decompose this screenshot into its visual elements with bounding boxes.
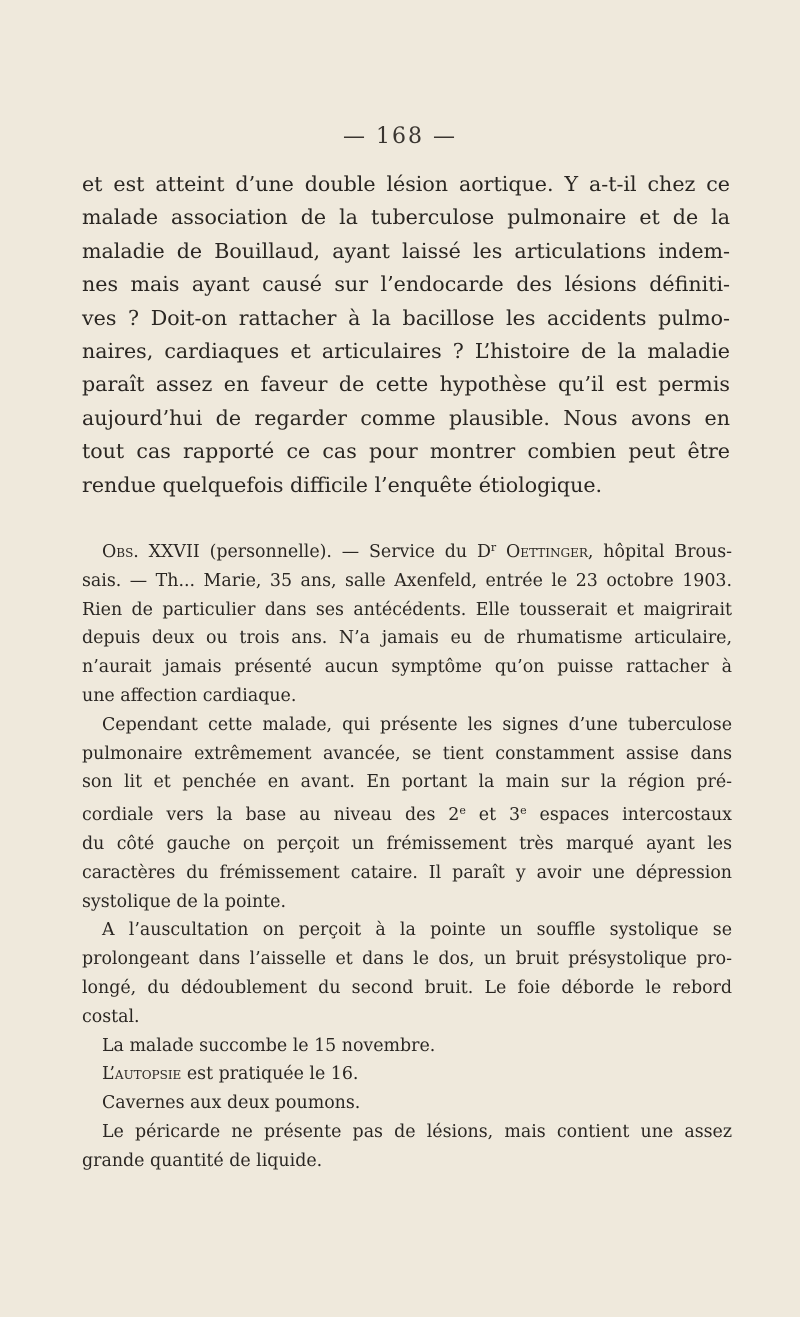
text-line: systolique de la pointe. — [82, 891, 286, 912]
text-segment: et 3 — [465, 805, 521, 826]
text-line: et est atteint d’une double lésion aortique. Y a-t-il chez ce — [82, 172, 730, 196]
main-paragraph — [82, 168, 730, 502]
text-line: La malade succombe le 15 novembre. — [102, 1035, 436, 1056]
obs-label: Obs — [102, 542, 134, 562]
autopsy-line — [82, 1060, 732, 1089]
superscript: e — [520, 804, 527, 818]
text-line: paraît assez en faveur de cette hypothèse qu’il est permis — [82, 372, 730, 397]
text-line: costal. — [82, 1006, 140, 1027]
text-line: du côté gauche on perçoit un frémissement très marqué ayant les — [82, 833, 732, 854]
text-line: n’aurait jamais présenté aucun symptôme qu’on puisse rattacher à — [82, 657, 732, 678]
text-line: Cavernes aux deux poumons. — [102, 1093, 361, 1114]
text-line: pulmonaire extrêmement avancée, se tient constamment assise dans — [82, 743, 732, 764]
text-line: longé, du dédoublement du second bruit. Le foie déborde le rebord — [82, 977, 732, 998]
text-line: grande quantité de liquide. — [82, 1150, 323, 1171]
superscript: e — [459, 804, 466, 818]
text-line: prolongeant dans l’aisselle et dans le dos, un bruit présystolique pro- — [82, 949, 732, 970]
observation-block — [82, 534, 732, 1176]
observation-heading — [82, 534, 732, 567]
text-segment: cordiale vers la base au niveau des 2 — [82, 805, 460, 826]
text-line: naires, cardiaques et articulaires ? L’histoire de la maladie — [82, 339, 730, 364]
text-line: A l’auscultation on perçoit à la pointe un souffle systolique se — [102, 920, 732, 941]
page-number: — 168 — — [343, 124, 457, 149]
text-line: depuis deux ou trois ans. N’a jamais eu de rhumatisme articulaire, — [82, 628, 732, 649]
text-line: Le péricarde ne présente pas de lésions, mais contient une assez — [102, 1121, 732, 1142]
text-line: tout cas rapporté ce cas pour montrer combien peut être — [82, 439, 730, 464]
text-line: ves ? Doit-on rattacher à la bacillose les accidents pulmo- — [82, 305, 730, 330]
heading-rest: , hôpital Brous- — [587, 542, 732, 562]
text-line: caractères du frémissement cataire. Il paraît y avoir une dépression — [82, 862, 732, 883]
text-line: rendue quelquefois difficile l’enquête étiologique. — [82, 472, 603, 497]
text-line: Cependant cette malade, qui présente les signes d’une tuberculose — [102, 714, 732, 735]
text-segment: est pratiquée le 16. — [181, 1064, 359, 1085]
doctor-name: Oettinger — [506, 542, 588, 562]
autopsy-label: L’autopsie — [102, 1064, 182, 1085]
text-line: sais. — Th... Marie, 35 ans, salle Axenfeld, entrée le 23 octobre 1903. — [82, 570, 732, 591]
text-line-with-superscripts — [82, 797, 732, 830]
text-segment: espaces intercostaux — [526, 805, 732, 826]
text-line: Rien de particulier dans ses antécédents. Elle tousserait et maigrirait — [82, 599, 732, 620]
obs-number: . XXVII (personnelle). — Service du D — [133, 542, 491, 562]
text-line: son lit et penchée en avant. En portant la main sur la région pré- — [82, 772, 732, 793]
text-line: malade association de la tuberculose pulmonaire et de la — [82, 205, 730, 230]
dr-superscript: r — [490, 541, 497, 554]
text-line: aujourd’hui de regarder comme plausible. Nous avons en — [82, 405, 730, 430]
text-line: maladie de Bouillaud, ayant laissé les articulations indem- — [82, 238, 730, 263]
text-line: nes mais ayant causé sur l’endocarde des lésions définiti- — [82, 272, 730, 297]
text-line: une affection cardiaque. — [82, 685, 297, 706]
